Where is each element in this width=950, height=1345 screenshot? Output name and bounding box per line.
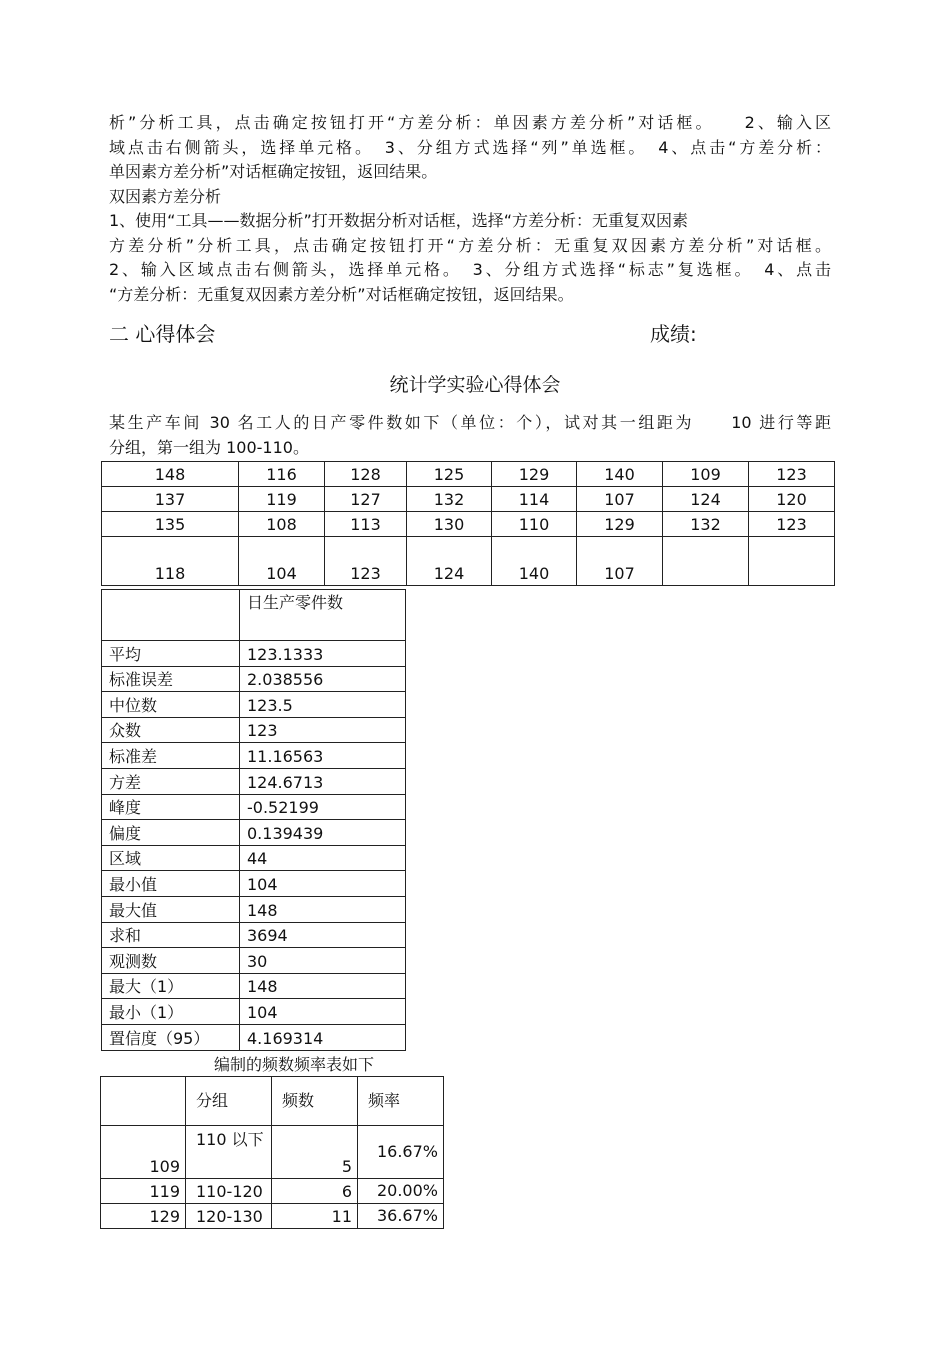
freq-group: 110-120 — [186, 1179, 272, 1204]
frequency-table — [100, 1076, 444, 1229]
data-cell: 119 — [239, 487, 325, 512]
stats-label: 标准误差 — [102, 666, 240, 692]
stats-value: 44 — [240, 845, 406, 871]
data-row — [102, 462, 835, 487]
document-title: 统计学实验心得体会 — [389, 374, 561, 396]
data-cell: 113 — [325, 512, 407, 537]
stats-label: 中位数 — [102, 692, 240, 718]
data-cell: 127 — [325, 487, 407, 512]
freq-header-cell: 频数 — [272, 1077, 358, 1126]
freq-caption: 编制的频数频率表如下 — [213, 1055, 374, 1074]
data-cell: 108 — [239, 512, 325, 537]
freq-upper-limit: 129 — [101, 1204, 186, 1229]
stats-label: 最大（1） — [102, 973, 240, 999]
stats-value: 4.169314 — [240, 1024, 406, 1050]
stats-label: 标准差 — [102, 743, 240, 769]
stats-value: 104 — [240, 871, 406, 897]
stats-row — [102, 820, 406, 846]
data-cell: 110 — [492, 512, 577, 537]
intro-paragraph — [109, 111, 831, 307]
data-cell: 137 — [102, 487, 239, 512]
stats-label: 置信度（95） — [102, 1024, 240, 1050]
section-heading — [109, 320, 709, 348]
freq-count: 6 — [272, 1179, 358, 1204]
data-cell: 128 — [325, 462, 407, 487]
stats-row — [102, 948, 406, 974]
data-cell: 125 — [407, 462, 492, 487]
stats-row — [102, 717, 406, 743]
stats-value: -0.52199 — [240, 794, 406, 820]
stats-row — [102, 743, 406, 769]
stats-row — [102, 896, 406, 922]
freq-header-cell: 频率 — [358, 1077, 444, 1126]
freq-rate: 16.67% — [358, 1126, 444, 1179]
freq-group: 120-130 — [186, 1204, 272, 1229]
data-cell: 135 — [102, 512, 239, 537]
freq-row — [101, 1126, 444, 1179]
data-cell: 132 — [663, 512, 749, 537]
intro-line: 方差分析”分析工具，点击确定按钮打开“方差分析：无重复双因素方差分析”对话框。 — [109, 235, 831, 255]
stats-value: 124.6713 — [240, 768, 406, 794]
stats-label: 峰度 — [102, 794, 240, 820]
stats-value: 2.038556 — [240, 666, 406, 692]
intro-line: 单因素方差分析”对话框确定按钮，返回结果。 — [109, 162, 438, 181]
stats-label: 方差 — [102, 768, 240, 794]
data-cell: 129 — [492, 462, 577, 487]
stats-row — [102, 768, 406, 794]
data-cell — [749, 537, 835, 586]
stats-header-blank — [102, 590, 240, 641]
data-cell: 130 — [407, 512, 492, 537]
stats-value: 11.16563 — [240, 743, 406, 769]
stats-label: 众数 — [102, 717, 240, 743]
data-cell: 123 — [749, 462, 835, 487]
stats-header-row — [102, 590, 406, 641]
stats-label: 观测数 — [102, 948, 240, 974]
stats-value: 123.5 — [240, 692, 406, 718]
stats-row — [102, 794, 406, 820]
data-cell: 120 — [749, 487, 835, 512]
intro-line: “方差分析：无重复双因素方差分析”对话框确定按钮，返回结果。 — [109, 284, 574, 304]
data-row — [102, 537, 835, 586]
intro-line: 析”分析工具，点击确定按钮打开“方差分析：单因素方差分析”对话框。 2、输入区 — [109, 113, 831, 132]
data-row — [102, 512, 835, 537]
data-row — [102, 487, 835, 512]
stats-value: 104 — [240, 999, 406, 1025]
data-cell: 129 — [577, 512, 663, 537]
data-cell: 109 — [663, 462, 749, 487]
stats-value: 3694 — [240, 922, 406, 948]
section-title: 二 心得体会 — [109, 322, 216, 346]
freq-rate: 36.67% — [358, 1204, 444, 1229]
stats-row — [102, 1024, 406, 1050]
problem-line: 某生产车间 30 名工人的日产零件数如下（单位：个），试对其一组距为 10 进行等距 — [109, 413, 831, 432]
stats-row — [102, 641, 406, 667]
data-cell: 132 — [407, 487, 492, 512]
data-cell: 124 — [407, 537, 492, 586]
freq-row — [101, 1179, 444, 1204]
stats-row — [102, 845, 406, 871]
intro-line: 域点击右侧箭头，选择单元格。 3、分组方式选择“列”单选框。 4、点击“方差分析： — [109, 137, 831, 157]
stats-row — [102, 973, 406, 999]
data-cell: 123 — [749, 512, 835, 537]
data-cell: 148 — [102, 462, 239, 487]
data-cell: 140 — [492, 537, 577, 586]
problem-line: 分组，第一组为 100-110。 — [109, 437, 309, 457]
problem-statement — [109, 411, 831, 460]
data-cell: 107 — [577, 487, 663, 512]
freq-group: 110 以下 — [186, 1126, 272, 1179]
freq-header-cell: 分组 — [186, 1077, 272, 1126]
freq-rate: 20.00% — [358, 1179, 444, 1204]
stats-value: 30 — [240, 948, 406, 974]
data-cell: 140 — [577, 462, 663, 487]
stats-row — [102, 922, 406, 948]
stats-row — [102, 692, 406, 718]
freq-count: 11 — [272, 1204, 358, 1229]
data-cell: 114 — [492, 487, 577, 512]
freq-count: 5 — [272, 1126, 358, 1179]
stats-label: 平均 — [102, 641, 240, 667]
intro-line: 2、输入区域点击右侧箭头，选择单元格。 3、分组方式选择“标志”复选框。 4、点击 — [109, 260, 831, 279]
intro-line: 双因素方差分析 — [109, 186, 222, 206]
data-cell: 104 — [239, 537, 325, 586]
stats-label: 区域 — [102, 845, 240, 871]
stats-label: 最小（1） — [102, 999, 240, 1025]
freq-header-cell — [101, 1077, 186, 1126]
freq-upper-limit: 119 — [101, 1179, 186, 1204]
stats-label: 最小值 — [102, 871, 240, 897]
score-label: 成绩: — [650, 322, 697, 346]
stats-value: 148 — [240, 896, 406, 922]
data-cell: 123 — [325, 537, 407, 586]
freq-row — [101, 1204, 444, 1229]
data-cell: 116 — [239, 462, 325, 487]
data-cell — [663, 537, 749, 586]
stats-label: 最大值 — [102, 896, 240, 922]
stats-label: 偏度 — [102, 820, 240, 846]
stats-table — [101, 589, 406, 1051]
stats-value: 123 — [240, 717, 406, 743]
stats-row — [102, 871, 406, 897]
stats-row — [102, 999, 406, 1025]
data-cell: 118 — [102, 537, 239, 586]
data-cell: 124 — [663, 487, 749, 512]
stats-row — [102, 666, 406, 692]
freq-header-row — [101, 1077, 444, 1126]
data-cell: 107 — [577, 537, 663, 586]
data-table — [101, 461, 835, 586]
stats-label: 求和 — [102, 922, 240, 948]
intro-line: 1、使用“工具——数据分析”打开数据分析对话框，选择“方差分析：无重复双因素 — [109, 211, 689, 230]
stats-value: 148 — [240, 973, 406, 999]
stats-header: 日生产零件数 — [240, 590, 406, 641]
stats-value: 0.139439 — [240, 820, 406, 846]
freq-upper-limit: 109 — [101, 1126, 186, 1179]
stats-value: 123.1333 — [240, 641, 406, 667]
